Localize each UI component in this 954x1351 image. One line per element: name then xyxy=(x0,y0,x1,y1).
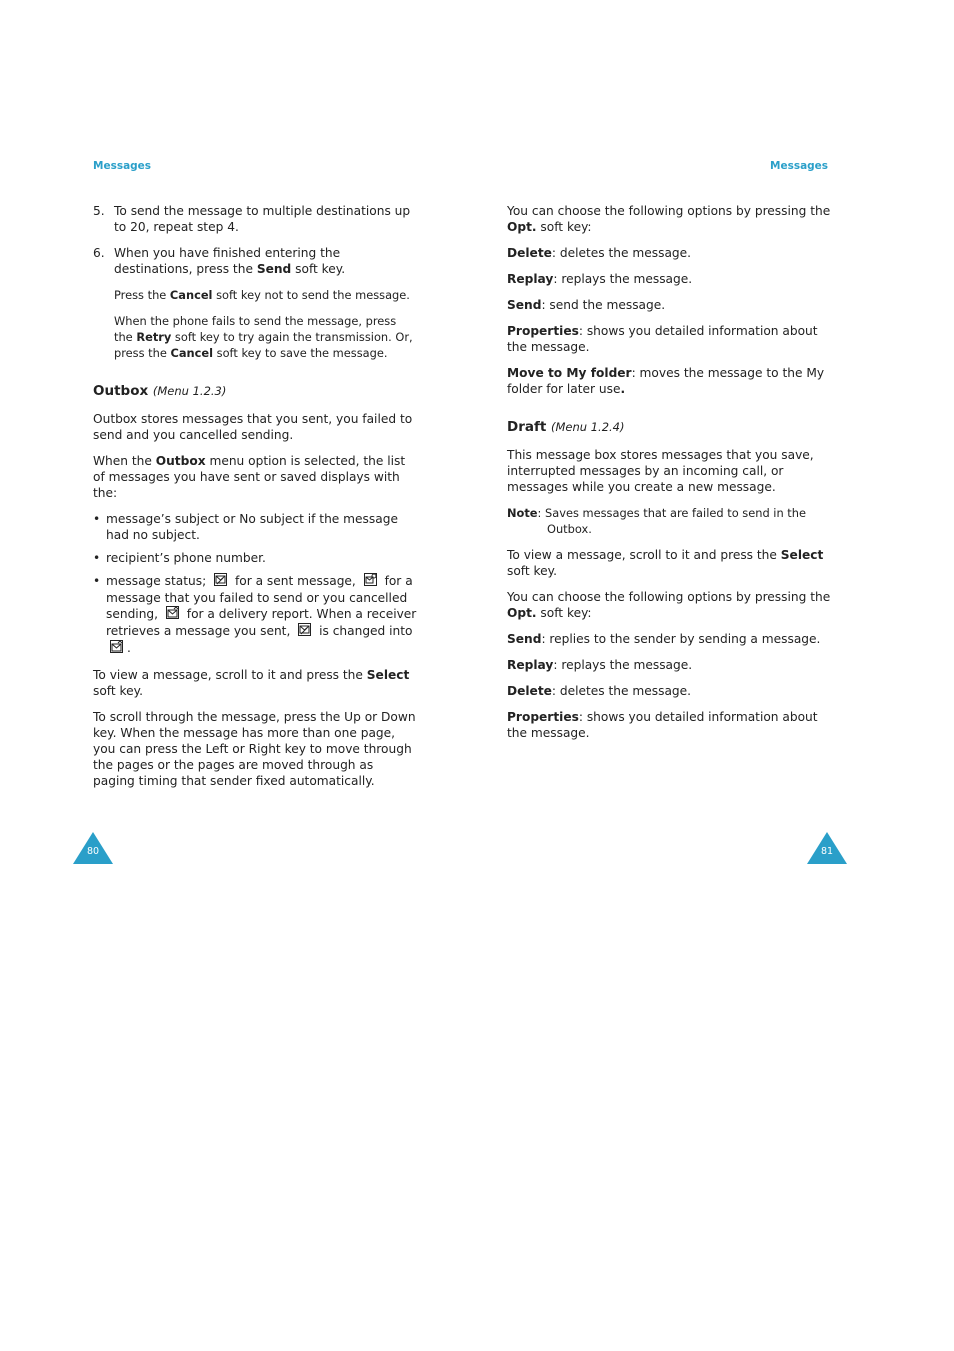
step-5: 5. To send the message to multiple destinations up to 20, repeat step 4. xyxy=(93,204,411,234)
list-item: • message’s subject or No subject if the message had no subject. xyxy=(93,512,398,542)
draft-view-paragraph: To view a message, scroll to it and press the Select soft key. xyxy=(507,548,824,578)
right-column xyxy=(507,203,832,751)
scroll-message-paragraph: To scroll through the message, press the Up or Down key. When the message has more than one page, you can press the Left or Right key to move through the pages or the pages are moved through as paging timing that sender fixed automatically. xyxy=(93,710,416,788)
list-item: • recipient’s phone number. xyxy=(93,551,266,565)
running-header-right: Messages xyxy=(770,160,829,172)
draft-note: Note: Saves messages that are failed to send in the Outbox. xyxy=(507,506,806,536)
running-header-left: Messages xyxy=(93,160,152,172)
step-6: 6. When you have finished entering the destinations, press the Send soft key. xyxy=(93,246,346,276)
outbox-bullet-list xyxy=(93,511,418,657)
draft-option-delete: Delete: deletes the message. xyxy=(507,684,692,698)
retry-note: When the phone fails to send the message, press the Retry soft key to try again the transmission. Or, press the Cancel soft key to save the message. xyxy=(114,314,413,360)
options-intro: You can choose the following options by pressing the Opt. soft key: xyxy=(507,204,831,234)
outbox-heading: Outbox (Menu 1.2.3) xyxy=(93,383,227,399)
list-item: • message status; for a sent message, for a message that you failed to send or you cancelled sending, for a delivery report. When a receiver retrieves a message you sent, is changed into . xyxy=(93,574,417,655)
outbox-list-intro: When the Outbox menu option is selected, the list of messages you have sent or saved displays with the: xyxy=(93,454,406,500)
draft-option-replay: Replay: replays the message. xyxy=(507,658,693,672)
draft-heading: Draft (Menu 1.2.4) xyxy=(507,419,625,435)
sent-message-icon xyxy=(298,623,311,640)
option-properties: Properties: shows you detailed information about the message. xyxy=(507,324,818,354)
option-move-to-my-folder: Move to My folder: moves the message to the My folder for later use. xyxy=(507,366,825,396)
delivery-report-icon xyxy=(166,606,179,623)
draft-options-intro: You can choose the following options by pressing the Opt. soft key: xyxy=(507,590,831,620)
failed-message-icon xyxy=(364,573,377,590)
option-replay: Replay: replays the message. xyxy=(507,272,693,286)
view-message-paragraph: To view a message, scroll to it and press the Select soft key. xyxy=(93,668,410,698)
draft-description: This message box stores messages that you save, interrupted messages by an incoming call, or messages while you create a new message. xyxy=(507,448,814,494)
option-send: Send: send the message. xyxy=(507,298,666,312)
draft-option-properties: Properties: shows you detailed information about the message. xyxy=(507,710,818,740)
draft-option-send: Send: replies to the sender by sending a message. xyxy=(507,632,821,646)
page-number-left: 80 xyxy=(73,832,113,864)
outbox-description: Outbox stores messages that you sent, you failed to send and you cancelled sending. xyxy=(93,412,413,442)
page-number-right: 81 xyxy=(807,832,847,864)
sent-message-icon xyxy=(214,573,227,590)
option-delete: Delete: deletes the message. xyxy=(507,246,692,260)
left-column xyxy=(93,203,418,799)
delivery-report-icon xyxy=(110,640,123,657)
cancel-note: Press the Cancel soft key not to send the message. xyxy=(114,288,410,302)
